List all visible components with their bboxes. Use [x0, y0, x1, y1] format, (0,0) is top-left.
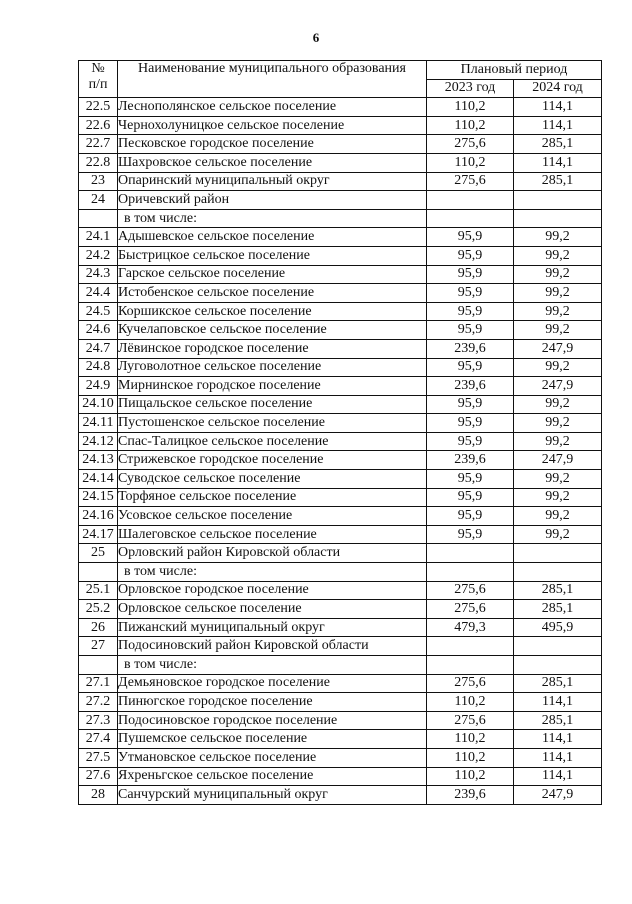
row-value-2023-cell: 95,9 — [427, 246, 514, 265]
table-row — [79, 135, 602, 154]
row-value-2023-cell: 239,6 — [427, 786, 514, 805]
row-name-cell: Шалеговское сельское поселение — [118, 525, 427, 544]
table-row — [79, 172, 602, 191]
table-row — [79, 265, 602, 284]
row-value-2023-cell: 275,6 — [427, 135, 514, 154]
row-value-2024-cell: 99,2 — [514, 470, 602, 489]
row-value-2023-cell: 95,9 — [427, 228, 514, 247]
row-value-2024-cell: 114,1 — [514, 153, 602, 172]
row-value-2023-cell: 110,2 — [427, 98, 514, 117]
row-value-2023-cell: 239,6 — [427, 451, 514, 470]
table-row — [79, 209, 602, 228]
row-name-cell: Подосиновский район Кировской области — [118, 637, 427, 656]
row-name-cell: в том числе: — [118, 563, 427, 582]
row-number-cell: 24.15 — [79, 488, 118, 507]
row-name-cell: Истобенское сельское поселение — [118, 284, 427, 303]
table-row — [79, 525, 602, 544]
row-value-2023-cell: 95,9 — [427, 470, 514, 489]
row-name-cell: Песковское городское поселение — [118, 135, 427, 154]
row-name-cell: Орловское городское поселение — [118, 581, 427, 600]
row-value-2024-cell: 114,1 — [514, 730, 602, 749]
row-name-cell: Суводское сельское поселение — [118, 470, 427, 489]
table-row — [79, 191, 602, 210]
row-value-2024-cell — [514, 656, 602, 675]
row-number-cell: 25.1 — [79, 581, 118, 600]
row-name-cell: Пинюгское городское поселение — [118, 693, 427, 712]
row-value-2024-cell: 114,1 — [514, 748, 602, 767]
row-number-cell: 24.14 — [79, 470, 118, 489]
row-value-2023-cell — [427, 544, 514, 563]
row-value-2023-cell: 95,9 — [427, 265, 514, 284]
row-value-2023-cell: 275,6 — [427, 600, 514, 619]
row-name-cell: Пищальское сельское поселение — [118, 395, 427, 414]
allocation-table — [78, 60, 602, 805]
row-value-2023-cell: 95,9 — [427, 507, 514, 526]
row-name-cell: Подосиновское городское поселение — [118, 711, 427, 730]
row-number-cell: 23 — [79, 172, 118, 191]
row-number-cell: 27.6 — [79, 767, 118, 786]
row-name-cell: Пижанский муниципальный округ — [118, 618, 427, 637]
row-value-2023-cell: 95,9 — [427, 284, 514, 303]
row-name-cell: Орловский район Кировской области — [118, 544, 427, 563]
row-number-cell: 24 — [79, 191, 118, 210]
row-name-cell: Торфяное сельское поселение — [118, 488, 427, 507]
row-value-2023-cell: 239,6 — [427, 339, 514, 358]
row-value-2024-cell: 114,1 — [514, 767, 602, 786]
header-name-cell: Наименование муниципального образования — [118, 61, 427, 98]
header-number-cell — [79, 61, 118, 98]
row-value-2024-cell: 99,2 — [514, 507, 602, 526]
table-row — [79, 414, 602, 433]
row-value-2023-cell: 95,9 — [427, 395, 514, 414]
row-name-cell: Пустошенское сельское поселение — [118, 414, 427, 433]
row-value-2024-cell: 99,2 — [514, 228, 602, 247]
table-row — [79, 377, 602, 396]
table-row — [79, 711, 602, 730]
table-row — [79, 507, 602, 526]
row-value-2023-cell: 275,6 — [427, 674, 514, 693]
row-value-2024-cell — [514, 637, 602, 656]
row-number-cell: 24.2 — [79, 246, 118, 265]
row-value-2023-cell: 110,2 — [427, 730, 514, 749]
row-name-cell: Шахровское сельское поселение — [118, 153, 427, 172]
header-period-cell: Плановый период — [427, 61, 602, 80]
table-row — [79, 693, 602, 712]
row-number-cell — [79, 656, 118, 675]
row-value-2023-cell: 275,6 — [427, 172, 514, 191]
row-value-2023-cell — [427, 656, 514, 675]
row-value-2024-cell: 247,9 — [514, 339, 602, 358]
row-value-2024-cell: 114,1 — [514, 693, 602, 712]
row-number-cell: 24.3 — [79, 265, 118, 284]
row-value-2024-cell: 99,2 — [514, 358, 602, 377]
row-name-cell: Леснополянское сельское поселение — [118, 98, 427, 117]
row-value-2023-cell: 110,2 — [427, 116, 514, 135]
row-value-2024-cell: 99,2 — [514, 395, 602, 414]
row-number-cell: 24.7 — [79, 339, 118, 358]
header-number-abbrev: п/п — [88, 77, 108, 92]
row-number-cell: 24.8 — [79, 358, 118, 377]
row-value-2023-cell — [427, 563, 514, 582]
row-value-2024-cell: 99,2 — [514, 321, 602, 340]
table-row — [79, 563, 602, 582]
row-value-2024-cell — [514, 209, 602, 228]
table-row — [79, 581, 602, 600]
row-value-2024-cell: 247,9 — [514, 377, 602, 396]
row-name-cell: в том числе: — [118, 209, 427, 228]
row-name-cell: Чернохолуницкое сельское поселение — [118, 116, 427, 135]
row-value-2024-cell: 285,1 — [514, 135, 602, 154]
row-value-2023-cell: 239,6 — [427, 377, 514, 396]
table-row — [79, 748, 602, 767]
row-number-cell: 25.2 — [79, 600, 118, 619]
row-number-cell — [79, 563, 118, 582]
table-row — [79, 153, 602, 172]
row-name-cell: Оричевский район — [118, 191, 427, 210]
row-number-cell: 24.10 — [79, 395, 118, 414]
row-name-cell: Луговолотное сельское поселение — [118, 358, 427, 377]
row-value-2023-cell: 110,2 — [427, 748, 514, 767]
table-row — [79, 98, 602, 117]
row-number-cell: 24.5 — [79, 302, 118, 321]
table-row — [79, 246, 602, 265]
row-value-2023-cell: 479,3 — [427, 618, 514, 637]
table-row — [79, 284, 602, 303]
table-row — [79, 358, 602, 377]
table-row — [79, 321, 602, 340]
row-value-2024-cell: 99,2 — [514, 432, 602, 451]
row-value-2024-cell — [514, 563, 602, 582]
row-value-2024-cell: 99,2 — [514, 246, 602, 265]
row-value-2023-cell: 275,6 — [427, 711, 514, 730]
row-number-cell: 28 — [79, 786, 118, 805]
row-value-2024-cell: 247,9 — [514, 451, 602, 470]
row-name-cell: в том числе: — [118, 656, 427, 675]
row-value-2024-cell: 99,2 — [514, 265, 602, 284]
table-row — [79, 674, 602, 693]
row-number-cell: 25 — [79, 544, 118, 563]
table-body — [79, 98, 602, 805]
table-row — [79, 767, 602, 786]
row-value-2023-cell: 110,2 — [427, 767, 514, 786]
row-number-cell: 26 — [79, 618, 118, 637]
row-name-cell: Лёвинское городское поселение — [118, 339, 427, 358]
row-value-2023-cell: 95,9 — [427, 488, 514, 507]
row-value-2023-cell: 95,9 — [427, 414, 514, 433]
row-name-cell: Стрижевское городское поселение — [118, 451, 427, 470]
table-row — [79, 395, 602, 414]
row-value-2023-cell: 275,6 — [427, 581, 514, 600]
row-name-cell: Утмановское сельское поселение — [118, 748, 427, 767]
row-value-2024-cell: 99,2 — [514, 414, 602, 433]
row-value-2024-cell: 99,2 — [514, 525, 602, 544]
row-value-2023-cell: 95,9 — [427, 525, 514, 544]
table-row — [79, 432, 602, 451]
row-value-2024-cell: 285,1 — [514, 600, 602, 619]
row-value-2024-cell: 99,2 — [514, 488, 602, 507]
table-row — [79, 786, 602, 805]
row-name-cell: Опаринский муниципальный округ — [118, 172, 427, 191]
row-number-cell: 24.16 — [79, 507, 118, 526]
table-row — [79, 600, 602, 619]
row-number-cell: 27.5 — [79, 748, 118, 767]
row-name-cell: Яхреньгское сельское поселение — [118, 767, 427, 786]
row-number-cell: 24.17 — [79, 525, 118, 544]
header-year-2024: 2024 год — [514, 79, 602, 98]
row-name-cell: Пушемское сельское поселение — [118, 730, 427, 749]
row-value-2023-cell — [427, 191, 514, 210]
table-row — [79, 228, 602, 247]
row-number-cell: 27.1 — [79, 674, 118, 693]
row-value-2024-cell: 114,1 — [514, 116, 602, 135]
row-value-2023-cell — [427, 637, 514, 656]
table-row — [79, 339, 602, 358]
row-number-cell: 24.1 — [79, 228, 118, 247]
table-row — [79, 637, 602, 656]
table-row — [79, 302, 602, 321]
row-value-2024-cell: 285,1 — [514, 674, 602, 693]
row-number-cell: 27.2 — [79, 693, 118, 712]
row-number-cell: 24.4 — [79, 284, 118, 303]
row-name-cell: Адышевское сельское поселение — [118, 228, 427, 247]
header-number-symbol: № — [91, 61, 105, 76]
row-value-2024-cell: 285,1 — [514, 172, 602, 191]
row-number-cell: 22.6 — [79, 116, 118, 135]
row-name-cell: Санчурский муниципальный округ — [118, 786, 427, 805]
table-row — [79, 488, 602, 507]
row-value-2024-cell: 495,9 — [514, 618, 602, 637]
row-name-cell: Гарское сельское поселение — [118, 265, 427, 284]
row-name-cell: Быстрицкое сельское поселение — [118, 246, 427, 265]
row-value-2023-cell: 95,9 — [427, 432, 514, 451]
table-row — [79, 451, 602, 470]
row-number-cell: 27.3 — [79, 711, 118, 730]
row-value-2023-cell — [427, 209, 514, 228]
table-row — [79, 544, 602, 563]
row-value-2023-cell: 95,9 — [427, 302, 514, 321]
row-value-2024-cell — [514, 544, 602, 563]
row-number-cell: 22.5 — [79, 98, 118, 117]
row-number-cell: 27.4 — [79, 730, 118, 749]
row-name-cell: Усовское сельское поселение — [118, 507, 427, 526]
row-number-cell: 24.6 — [79, 321, 118, 340]
row-value-2024-cell — [514, 191, 602, 210]
table-row — [79, 116, 602, 135]
row-value-2024-cell: 285,1 — [514, 581, 602, 600]
row-value-2023-cell: 110,2 — [427, 153, 514, 172]
header-row-top — [79, 61, 602, 80]
table-row — [79, 618, 602, 637]
row-name-cell: Орловское сельское поселение — [118, 600, 427, 619]
row-number-cell: 22.8 — [79, 153, 118, 172]
row-name-cell: Спас-Талицкое сельское поселение — [118, 432, 427, 451]
row-name-cell: Коршикское сельское поселение — [118, 302, 427, 321]
row-value-2024-cell: 99,2 — [514, 284, 602, 303]
header-year-2023: 2023 год — [427, 79, 514, 98]
page-number: 6 — [312, 30, 320, 45]
row-number-cell: 22.7 — [79, 135, 118, 154]
row-name-cell: Мирнинское городское поселение — [118, 377, 427, 396]
row-number-cell: 24.9 — [79, 377, 118, 396]
row-value-2024-cell: 114,1 — [514, 98, 602, 117]
row-value-2023-cell: 95,9 — [427, 358, 514, 377]
row-number-cell: 24.11 — [79, 414, 118, 433]
row-name-cell: Демьяновское городское поселение — [118, 674, 427, 693]
table-row — [79, 470, 602, 489]
row-value-2023-cell: 110,2 — [427, 693, 514, 712]
row-name-cell: Кучелаповское сельское поселение — [118, 321, 427, 340]
row-value-2024-cell: 99,2 — [514, 302, 602, 321]
row-number-cell: 27 — [79, 637, 118, 656]
row-number-cell: 24.13 — [79, 451, 118, 470]
table-row — [79, 656, 602, 675]
row-number-cell — [79, 209, 118, 228]
table-row — [79, 730, 602, 749]
row-number-cell: 24.12 — [79, 432, 118, 451]
row-value-2023-cell: 95,9 — [427, 321, 514, 340]
row-value-2024-cell: 285,1 — [514, 711, 602, 730]
row-value-2024-cell: 247,9 — [514, 786, 602, 805]
